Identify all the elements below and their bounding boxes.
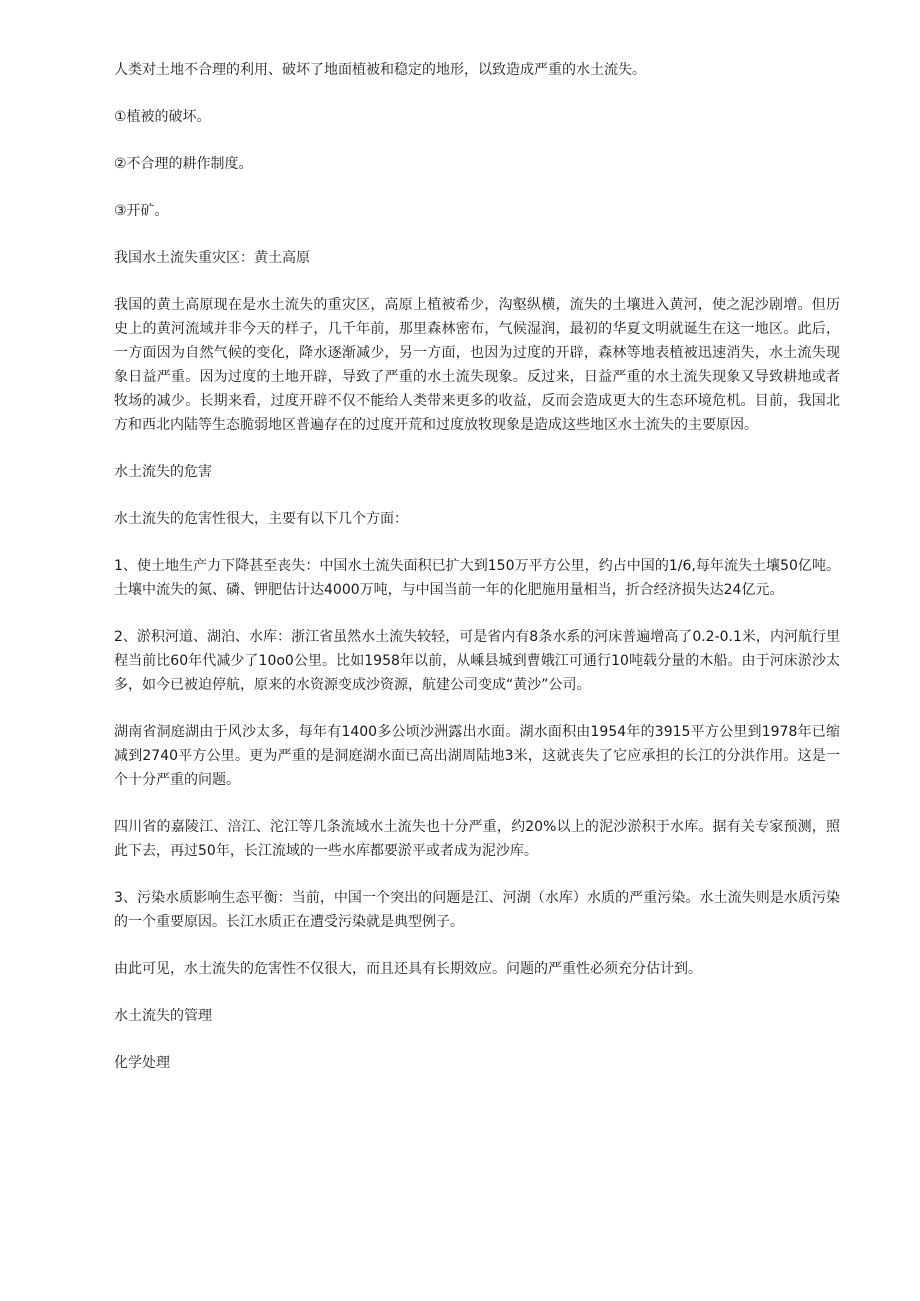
cause-item-2: ②不合理的耕作制度。: [114, 156, 253, 172]
heading-management: 水土流失的管理: [114, 1008, 212, 1024]
sichuan-paragraph: 四川省的嘉陵江、涪江、沱江等几条流域水土流失也十分严重，约20%以上的泥沙淤积于水库。据有关专家预测，照此下去，再过50年，长江流域的一些水库都要淤平或者成为泥沙库。: [114, 819, 840, 859]
intro-paragraph: 人类对土地不合理的利用、破坏了地面植被和稳定的地形，以致造成严重的水土流失。: [114, 62, 646, 78]
heading-harm: 水土流失的危害: [114, 464, 212, 480]
harm-item-1: 1、使土地生产力下降甚至丧失：中国水土流失面积已扩大到150万平方公里，约占中国的1/6,每年流失土壤50亿吨。土壤中流失的氮、磷、钾肥估计达4000万吨，与中国当前一年的化肥施用量相当，折合经济损失达24亿元。: [114, 558, 840, 598]
heading-loess-zone: 我国水土流失重灾区：黄土高原: [114, 250, 310, 266]
heading-chemical-treatment: 化学处理: [114, 1055, 170, 1071]
cause-item-1: ①植被的破坏。: [114, 109, 211, 125]
loess-paragraph: 我国的黄土高原现在是水土流失的重灾区，高原上植被希少，沟壑纵横，流失的土壤进入黄河，使之泥沙剧增。但历史上的黄河流域并非今天的样子，几千年前，那里森林密布，气候湿润，最初的华夏文明就诞生在这一地区。此后，一方面因为自然气候的变化，降水逐渐减少，另一方面，也因为过度的开辟，森林等地表植被迅速消失，水土流失现象日益严重。因为过度的土地开辟，导致了严重的水土流失现象。反过来，日益严重的水土流失现象又导致耕地或者牧场的减少。长期来看，过度开辟不仅不能给人类带来更多的收益，反而会造成更大的生态环境危机。目前，我国北方和西北内陆等生态脆弱地区普遍存在的过度开荒和过度放牧现象是造成这些地区水土流失的主要原因。: [114, 297, 840, 433]
harm-item-2: 2、淤积河道、湖泊、水库：浙江省虽然水土流失较轻，可是省内有8条水系的河床普遍增高了0.2-0.1米，内河航行里程当前比60年代减少了10o0公里。比如1958年以前，从嵊县城到曹娥江可通行10吨载分量的木船。由于河床淤沙太多，如今已被迫停航，原来的水资源变成沙资源，航建公司变成“黄沙”公司。: [114, 629, 840, 693]
harm-item-3: 3、污染水质影响生态平衡：当前，中国一个突出的问题是江、河湖（水库）水质的严重污染。水土流失则是水质污染的一个重要原因。长江水质正在遭受污染就是典型例子。: [114, 890, 840, 930]
conclusion-paragraph: 由此可见，水土流失的危害性不仅很大，而且还具有长期效应。问题的严重性必须充分估计到。: [114, 961, 702, 977]
harm-intro: 水土流失的危害性很大，主要有以下几个方面：: [114, 511, 408, 527]
dongting-paragraph: 湖南省洞庭湖由于风沙太多，每年有1400多公顷沙洲露出水面。湖水面积由1954年的3915平方公里到1978年已缩减到2740平方公里。更为严重的是洞庭湖水面已高出湖周陆地3米，这就丧失了它应承担的长江的分洪作用。这是一个十分严重的问题。: [114, 724, 840, 788]
document-page: [114, 58, 840, 1075]
cause-item-3: ③开矿。: [114, 203, 169, 219]
